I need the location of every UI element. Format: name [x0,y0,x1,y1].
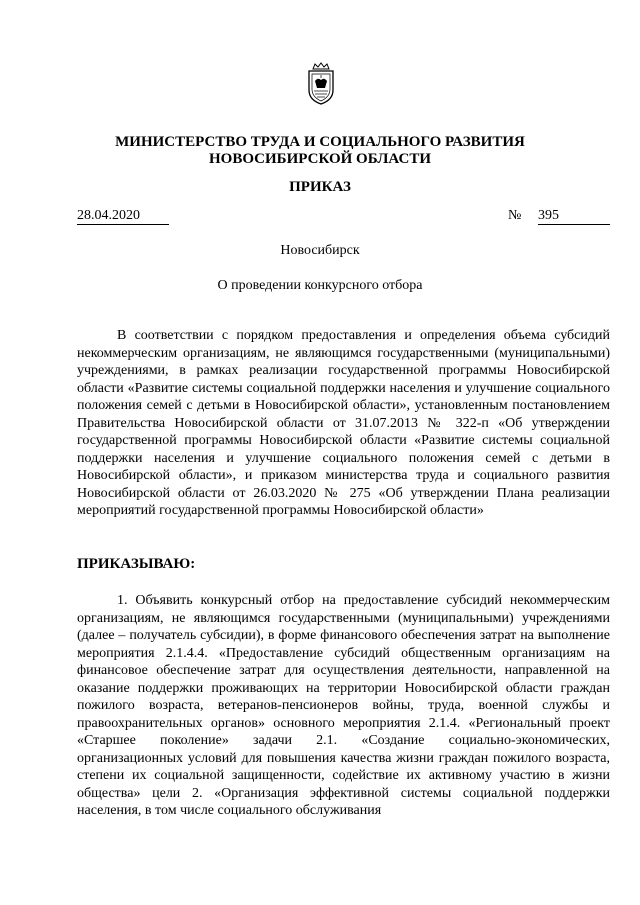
preamble-paragraph: В соответствии с порядком предоставления и определения объема субсидий некоммерческим организациям, не являющимся государственными (муниципальными) учреждениями, в рамках реализации государственной программы Новосибирской области «Развитие системы социальной поддержки населения и улучшение социального положения семей с детьми в Новосибирской области», установленным постановлением Правительства Новосибирской области от 31.07.2013 № 322-п «Об утверждении государственной программы Новосибирской области «Развитие системы социальной поддержки населения и улучшение социального положения семей с детьми в Новосибирской области», и приказом министерства труда и социального развития Новосибирской области от 26.03.2020 № 275 «Об утверждении Плана реализации мероприятий государственной программы Новосибирской области» [77,328,610,518]
coat-of-arms-icon [304,62,338,106]
ministry-name [0,134,640,168]
order-date: 28.04.2020 [77,207,169,225]
order-item-1: 1. Объявить конкурсный отбор на предоставление субсидий некоммерческим организациям, не являющимся государственными (муниципальными) учреждениями (далее – получатель субсидии), в форме финансового обеспечения затрат на выполнение мероприятия 2.1.4.4. «Предоставление субсидий общественным организациям на финансовое обеспечение затрат для осуществления деятельности, направленной на оказание поддержки проживающих на территории Новосибирской области граждан пожилого возраста, ветеранов-пенсионеров войны, труда, военной службы и правоохранительных органов» основного мероприятия 2.1.4. «Региональный проект «Старшее поколение» задачи 2.1. «Создание социально-экономических, организационных условий для повышения качества жизни граждан пожилого возраста, степени их социальной защищенности, содействие их активному участию в жизни общества» цели 2. «Организация эффективной системы социальной поддержки населения, в том числе социального обслуживания [77,593,610,818]
order-number: 395 [538,207,610,225]
ministry-name-line-1: МИНИСТЕРСТВО ТРУДА И СОЦИАЛЬНОГО РАЗВИТИЯ [115,134,525,150]
order-number-sign: № [508,208,522,223]
document-type: ПРИКАЗ [289,179,351,195]
order-subject: О проведении конкурсного отбора [217,278,423,293]
ministry-name-line-2: НОВОСИБИРСКОЙ ОБЛАСТИ [208,151,432,167]
order-city: Новосибирск [280,243,360,258]
order-directive: ПРИКАЗЫВАЮ: [77,556,196,572]
